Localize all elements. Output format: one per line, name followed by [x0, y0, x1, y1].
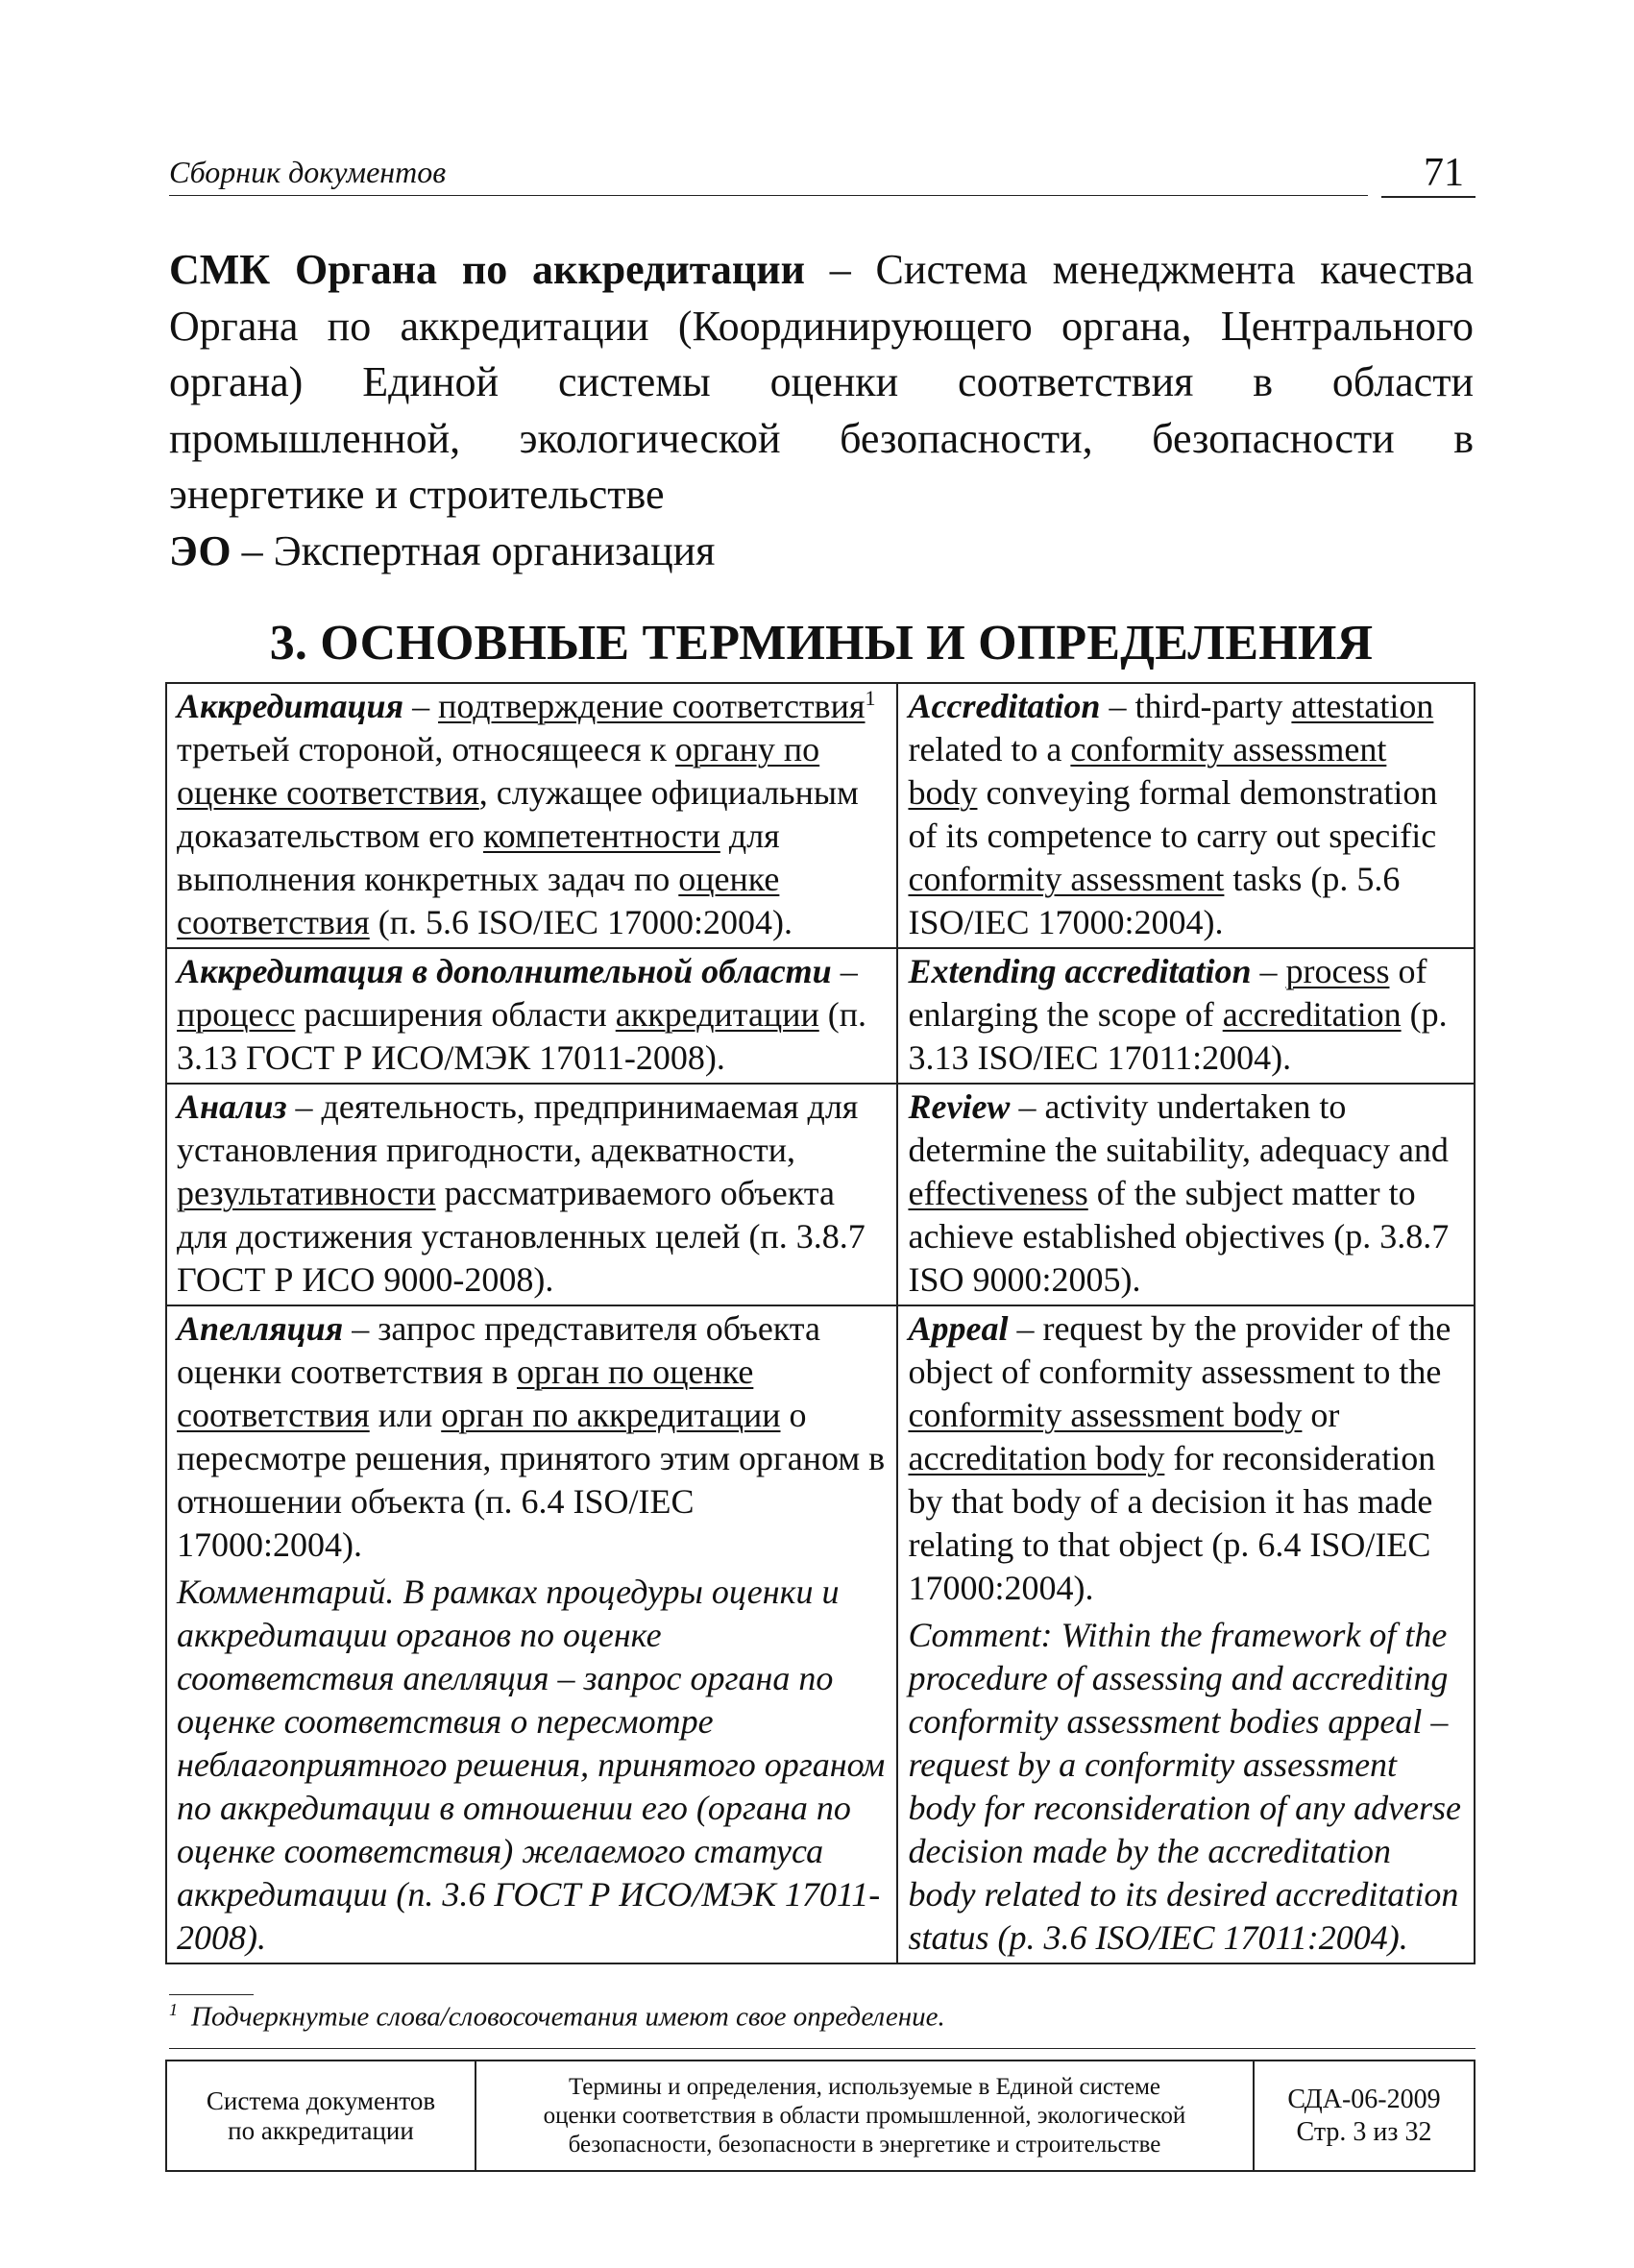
defined-term-link[interactable]: accreditation body	[908, 1439, 1165, 1477]
text: – деятельность, предпринимаемая для установления пригодности, адекватности,	[177, 1087, 859, 1169]
term-comment: Comment: Within the framework of the procedure of assessing and accrediting conformity assessment bodies appeal – request by a conformity assessment body for reconsideration of any adverse decision made by the accreditation body related to its desired accreditation status (p. 3.6 ISO/IEC 17011:2004).	[908, 1616, 1462, 1957]
dash: –	[804, 246, 876, 293]
text: третьей стороной, относящееся к	[177, 730, 675, 768]
term-name: Анализ	[177, 1087, 287, 1126]
footer-system: Система документов по аккредитации	[166, 2061, 476, 2171]
footer-code-cell	[1254, 2061, 1475, 2171]
text: (p. 3.13 ISO/IEC 17011:2004).	[908, 995, 1448, 1077]
defined-term-link[interactable]: орган по аккредитации	[441, 1396, 781, 1434]
defined-term-link[interactable]: аккредитации	[615, 995, 819, 1034]
text: (п. 5.6 ISO/IEC 17000:2004).	[369, 903, 793, 941]
term-name: Extending accreditation	[908, 952, 1252, 990]
term-name: Аккредитация	[177, 687, 404, 725]
abbreviations-list	[169, 242, 1474, 579]
footer-document-title: Термины и определения, используемые в Единой системе оценки соответствия в области промышленной, экологической безопасности, безопасности в энергетике и строительстве	[476, 2061, 1254, 2171]
footer-rule	[169, 2048, 1475, 2049]
collection-title: Сборник документов	[169, 155, 447, 189]
term-cell-en	[897, 1305, 1475, 1963]
table-row	[166, 683, 1475, 948]
text: related to a	[908, 730, 1071, 768]
text: conveying formal demonstration of its competence to carry out specific	[908, 773, 1438, 855]
defined-term-link[interactable]: результативности	[177, 1174, 436, 1212]
section-title: 3. ОСНОВНЫЕ ТЕРМИНЫ И ОПРЕДЕЛЕНИЯ	[269, 616, 1374, 671]
term-cell-ru	[166, 1084, 897, 1305]
term-name: Accreditation	[908, 687, 1101, 725]
term-cell-en	[897, 1084, 1475, 1305]
text: – request by the provider of the object of conformity assessment to the	[908, 1309, 1451, 1391]
footer-page-of: Стр. 3 из 32	[1296, 2116, 1432, 2147]
term-name: Аккредитация в дополнительной области	[177, 952, 832, 990]
text: or	[1302, 1396, 1340, 1434]
defined-term-link[interactable]: effectiveness	[908, 1174, 1088, 1212]
defined-term-link[interactable]: органу по оценке соответствия	[177, 730, 820, 812]
abbreviation-definition: Экспертная организация	[273, 526, 716, 574]
term-comment: Комментарий. В рамках процедуры оценки и аккредитации органов по оценке соответствия апелляция – запрос органа по оценке соответствия о пересмотре неблагоприятного решения, принятого органом по аккредитации в отношении его (органа по оценке соответствия) желаемого статуса аккредитации (п. 3.6 ГОСТ Р ИСО/МЭК 17011-2008).	[177, 1573, 886, 1957]
dash: –	[231, 526, 274, 574]
text: расширения области	[295, 995, 616, 1034]
table-row	[166, 948, 1475, 1084]
term-cell-en	[897, 948, 1475, 1084]
abbreviation-entry	[169, 524, 1474, 580]
footer-row	[166, 2061, 1475, 2171]
footnote-mark: 1	[169, 2000, 178, 2019]
defined-term-link[interactable]: подтверждение соответствия	[438, 687, 866, 725]
text: для выполнения конкретных задач по	[177, 817, 780, 898]
defined-term-link[interactable]: conformity assessment body	[908, 730, 1387, 812]
abbreviation-term: ЭО	[169, 526, 232, 574]
defined-term-link[interactable]: процесс	[177, 995, 296, 1034]
table-row	[166, 1305, 1475, 1963]
defined-term-link[interactable]: компетентности	[483, 817, 720, 855]
text: – запрос представителя объекта оценки соответствия в	[177, 1309, 820, 1391]
text: tasks (p. 5.6 ISO/IEC 17000:2004).	[908, 860, 1401, 941]
term-cell-ru	[166, 948, 897, 1084]
footnote	[169, 2000, 945, 2034]
defined-term-link[interactable]: process	[1285, 952, 1390, 990]
footer-table	[165, 2060, 1475, 2172]
term-cell-en	[897, 683, 1475, 948]
text: – activity undertaken to determine the suitability, adequacy and	[908, 1087, 1449, 1169]
term-name: Review	[908, 1087, 1011, 1126]
defined-term-link[interactable]: оценке соответствия	[177, 860, 780, 941]
defined-term-link[interactable]: accreditation	[1222, 995, 1402, 1034]
page-number-rule	[1381, 196, 1475, 198]
abbreviation-entry	[169, 242, 1474, 524]
term-cell-ru	[166, 683, 897, 948]
defined-term-link[interactable]: conformity assessment body	[908, 1396, 1303, 1434]
text: (п. 3.13 ГОСТ Р ИСО/МЭК 17011-2008).	[177, 995, 866, 1077]
footnote-rule	[169, 1994, 254, 1995]
text: или	[369, 1396, 442, 1434]
text: –	[831, 952, 858, 990]
footnote-ref: 1	[865, 686, 876, 710]
page-header	[169, 144, 1475, 196]
text: , служащее официальным доказательством его	[177, 773, 859, 855]
text: рассматриваемого объекта для достижения установленных целей (п. 3.8.7 ГОСТ Р ИСО 9000-2008).	[177, 1174, 866, 1299]
text: –	[403, 687, 439, 725]
term-name: Appeal	[908, 1309, 1009, 1348]
defined-term-link[interactable]: орган по оценке соответствия	[177, 1353, 754, 1434]
abbreviation-definition: Система менеджмента качества Органа по аккредитации (Координирующего органа, Центрального органа) Единой системы оценки соответствия в области промышленной, экологической безопасности, безопасности в энергетике и строительстве	[169, 246, 1474, 518]
table-row	[166, 1084, 1475, 1305]
abbreviation-term: СМК Органа по аккредитации	[169, 246, 805, 293]
footnote-text: Подчеркнутые слова/словосочетания имеют свое определение.	[191, 2001, 945, 2033]
defined-term-link[interactable]: attestation	[1291, 687, 1434, 725]
defined-term-link[interactable]: conformity assessment	[908, 860, 1225, 898]
text: of the subject matter to achieve established objectives (p. 3.8.7 ISO 9000:2005).	[908, 1174, 1450, 1299]
text: –	[1251, 952, 1286, 990]
page-number: 71	[1424, 151, 1464, 195]
footer-document-code: СДА-06-2009	[1287, 2084, 1441, 2114]
term-cell-ru	[166, 1305, 897, 1963]
term-name: Апелляция	[177, 1309, 344, 1348]
header-rule	[169, 195, 1368, 196]
text: – third-party	[1100, 687, 1292, 725]
text: of enlarging the scope of	[908, 952, 1427, 1034]
text: for reconsideration by that body of a decision it has made relating to that object (p. 6.4 ISO/IEC 17000:2004).	[908, 1439, 1436, 1607]
text: о пересмотре решения, принятого этим органом в отношении объекта (п. 6.4 ISO/IEC 17000:2004).	[177, 1396, 886, 1564]
terms-table	[165, 682, 1475, 1964]
